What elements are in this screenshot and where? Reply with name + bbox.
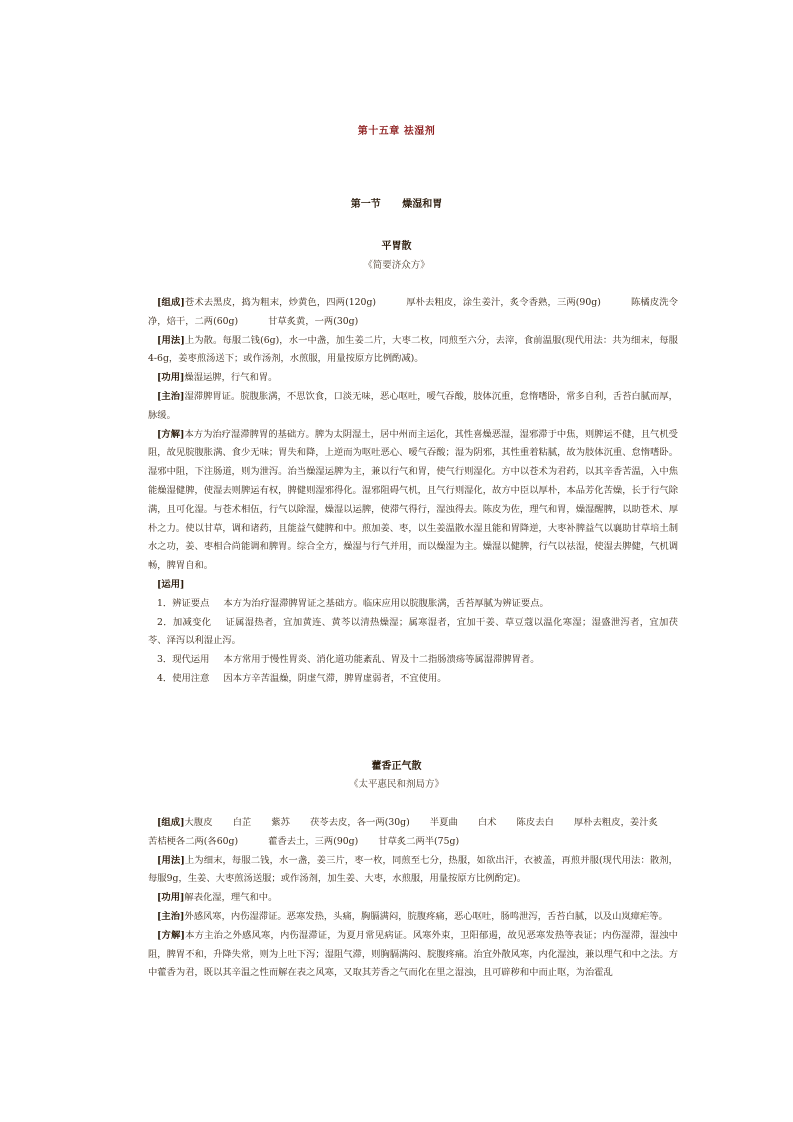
function-label: [功用] [157, 892, 185, 904]
ingredient: 白术 [477, 817, 497, 828]
application-text: 因本方辛苦温燥，阴虚气滞，脾胃虚弱者，不宜使用。 [223, 672, 447, 684]
application-item [148, 651, 678, 670]
function-paragraph [148, 369, 678, 388]
application-item [148, 670, 678, 689]
indication-paragraph [148, 908, 678, 927]
composition-paragraph [148, 294, 678, 332]
ingredient: 陈皮去白 [516, 817, 554, 828]
analysis-paragraph [148, 927, 678, 983]
ingredient: 苍术去黑皮，捣为粗末，炒黄色，四两(120g) [184, 297, 377, 308]
application-key: 3．现代运用 [157, 654, 210, 666]
application-item [148, 595, 678, 614]
formula-source: 《太平惠民和剂局方》 [348, 779, 444, 790]
function-text: 燥湿运脾，行气和胃。 [184, 372, 278, 384]
ingredient: 白芷 [232, 817, 252, 828]
formula-body [148, 814, 678, 983]
indication-label: [主治] [157, 390, 185, 402]
ingredient: 大腹皮 [184, 817, 213, 828]
ingredient: 甘草炙二两半(75g) [378, 835, 460, 847]
formula-source: 《简要济众方》 [363, 260, 430, 271]
composition-label: [组成] [157, 297, 185, 308]
ingredient: 茯苓去皮，各一两(30g) [310, 817, 410, 828]
analysis-paragraph [148, 426, 678, 576]
composition-paragraph [148, 814, 678, 852]
function-text: 解表化湿，理气和中。 [184, 892, 278, 904]
usage-text: 上为散。每服二钱(6g)，水一中盏，加生姜二片，大枣二枚，同煎至六分，去滓，食前温服(现代用法：共为细末，每服4-6g，姜枣煎汤送下；或作汤剂，水煎服，用量按原方比例酌减)。 [148, 334, 678, 365]
application-text: 本方常用于慢性胃炎、消化道功能紊乱、胃及十二指肠溃疡等属湿滞脾胃者。 [223, 654, 540, 666]
indication-paragraph [148, 388, 678, 426]
application-label: [运用] [157, 578, 185, 590]
formula-title: 平胃散 [381, 241, 412, 252]
analysis-label: [方解] [157, 929, 185, 941]
application-text: 证属湿热者，宜加黄连、黄芩以清热燥湿；属寒湿者，宜加干姜、草豆蔻以温化寒湿；湿盛泄泻者，宜加茯苓、泽泻以利湿止泻。 [148, 616, 678, 647]
section-title: 第一节 燥湿和胃 [350, 199, 443, 210]
function-paragraph [148, 889, 678, 908]
analysis-text: 本方主治之外感风寒，内伤湿滞证，为夏月常见病证。风寒外束，卫阳郁遏，故见恶寒发热等表证；内伤湿滞，湿浊中阻，脾胃不和，升降失常，则为上吐下泻；湿阻气滞，则胸膈满闷、脘腹疼痛。治宜外散风寒，内化湿浊，兼以理气和中之法。方中藿香为君，既以其辛温之性而解在表之风寒，又取其芳香之气而化在里之湿浊，且可辟秽和中而止呕，为治霍乱 [148, 929, 678, 979]
ingredient: 半夏曲 [429, 817, 458, 828]
application-heading [148, 576, 678, 595]
indication-label: [主治] [157, 910, 185, 922]
usage-paragraph [148, 332, 678, 370]
indication-text: 外感风寒，内伤湿滞证。恶寒发热，头痛，胸膈满闷，脘腹疼痛，恶心呕吐，肠鸣泄泻，舌苔白腻，以及山岚瘴疟等。 [184, 910, 668, 922]
ingredient: 苦 [148, 835, 158, 847]
function-label: [功用] [157, 372, 185, 384]
ingredient: 藿香去土，三两(90g) [268, 835, 359, 847]
ingredient: 甘草炙黄，一两(30g) [268, 315, 359, 327]
ingredient: 桔梗各二两(各60g) [157, 835, 239, 847]
application-key: 2．加减变化 [157, 616, 212, 628]
ingredient: 厚朴去粗皮，姜汁炙 [573, 817, 658, 828]
usage-label: [用法] [157, 854, 185, 866]
application-text: 本方为治疗湿滞脾胃证之基础方。临床应用以脘腹胀满，舌苔厚腻为辨证要点。 [223, 597, 549, 609]
analysis-label: [方解] [157, 428, 185, 440]
ingredient: 厚朴去粗皮，涂生姜汁，炙令香熟，三两(90g) [406, 297, 601, 308]
application-key: 4．使用注意 [157, 672, 210, 684]
chapter-title: 第十五章 祛湿剂 [357, 126, 436, 137]
analysis-text: 本方为治疗湿滞脾胃的基础方。脾为太阴湿土，居中州而主运化，其性喜燥恶湿，湿邪滞于中焦，则脾运不健，且气机受阻，故见脘腹胀满、食少无味；胃失和降，上逆而为呕吐恶心、嗳气吞酸；湿为阴邪，其性重着粘腻，故为肢体沉重、怠惰嗜卧。湿邪中阻，下注肠道，则为泄泻。治当燥湿运脾为主，兼以行气和胃，使气行则湿化。方中以苍术为君药，以其辛香苦温，入中焦能燥湿健脾，使湿去则脾运有权，脾健则湿邪得化。湿邪阻碍气机，且气行则湿化，故方中臣以厚朴，本品芳化苦燥，长于行气除满，且可化湿。与苍术相伍，行气以除湿，燥湿以运脾，使滞气得行，湿浊得去。陈皮为佐，理气和胃，燥湿醒脾，以助苍术、厚朴之力。使以甘草，调和诸药，且能益气健脾和中。煎加姜、枣，以生姜温散水湿且能和胃降逆，大枣补脾益气以襄助甘草培土制水之功，姜、枣相合尚能调和脾胃。综合全方，燥湿与行气并用，而以燥湿为主。燥湿以健脾，行气以祛湿，使湿去脾健，气机调畅，脾胃自和。 [148, 428, 678, 572]
application-item [148, 614, 678, 652]
usage-label: [用法] [157, 334, 185, 346]
usage-text: 上为细末，每服二钱，水一盏，姜三片，枣一枚，同煎至七分，热服，如欲出汗，衣被盖，再煎并服(现代用法：散剂，每服9g，生姜、大枣煎汤送服；或作汤剂，加生姜、大枣，水煎服，用量按原方比例酌定)。 [148, 854, 678, 885]
usage-paragraph [148, 852, 678, 890]
ingredient: 紫苏 [271, 817, 290, 828]
formula-title: 藿香正气散 [371, 761, 422, 772]
formula-body [148, 294, 678, 689]
composition-label: [组成] [157, 817, 185, 828]
ingredient: 陈橘 [630, 297, 650, 308]
ingredient: 皮洗令净，焙干，二两(60g) [148, 297, 678, 327]
application-key: 1．辨证要点 [157, 597, 210, 609]
indication-text: 湿滞脾胃证。脘腹胀满，不思饮食，口淡无味，恶心呕吐，嗳气吞酸，肢体沉重，怠惰嗜卧，常多自利，舌苔白腻而厚，脉缓。 [148, 390, 678, 421]
